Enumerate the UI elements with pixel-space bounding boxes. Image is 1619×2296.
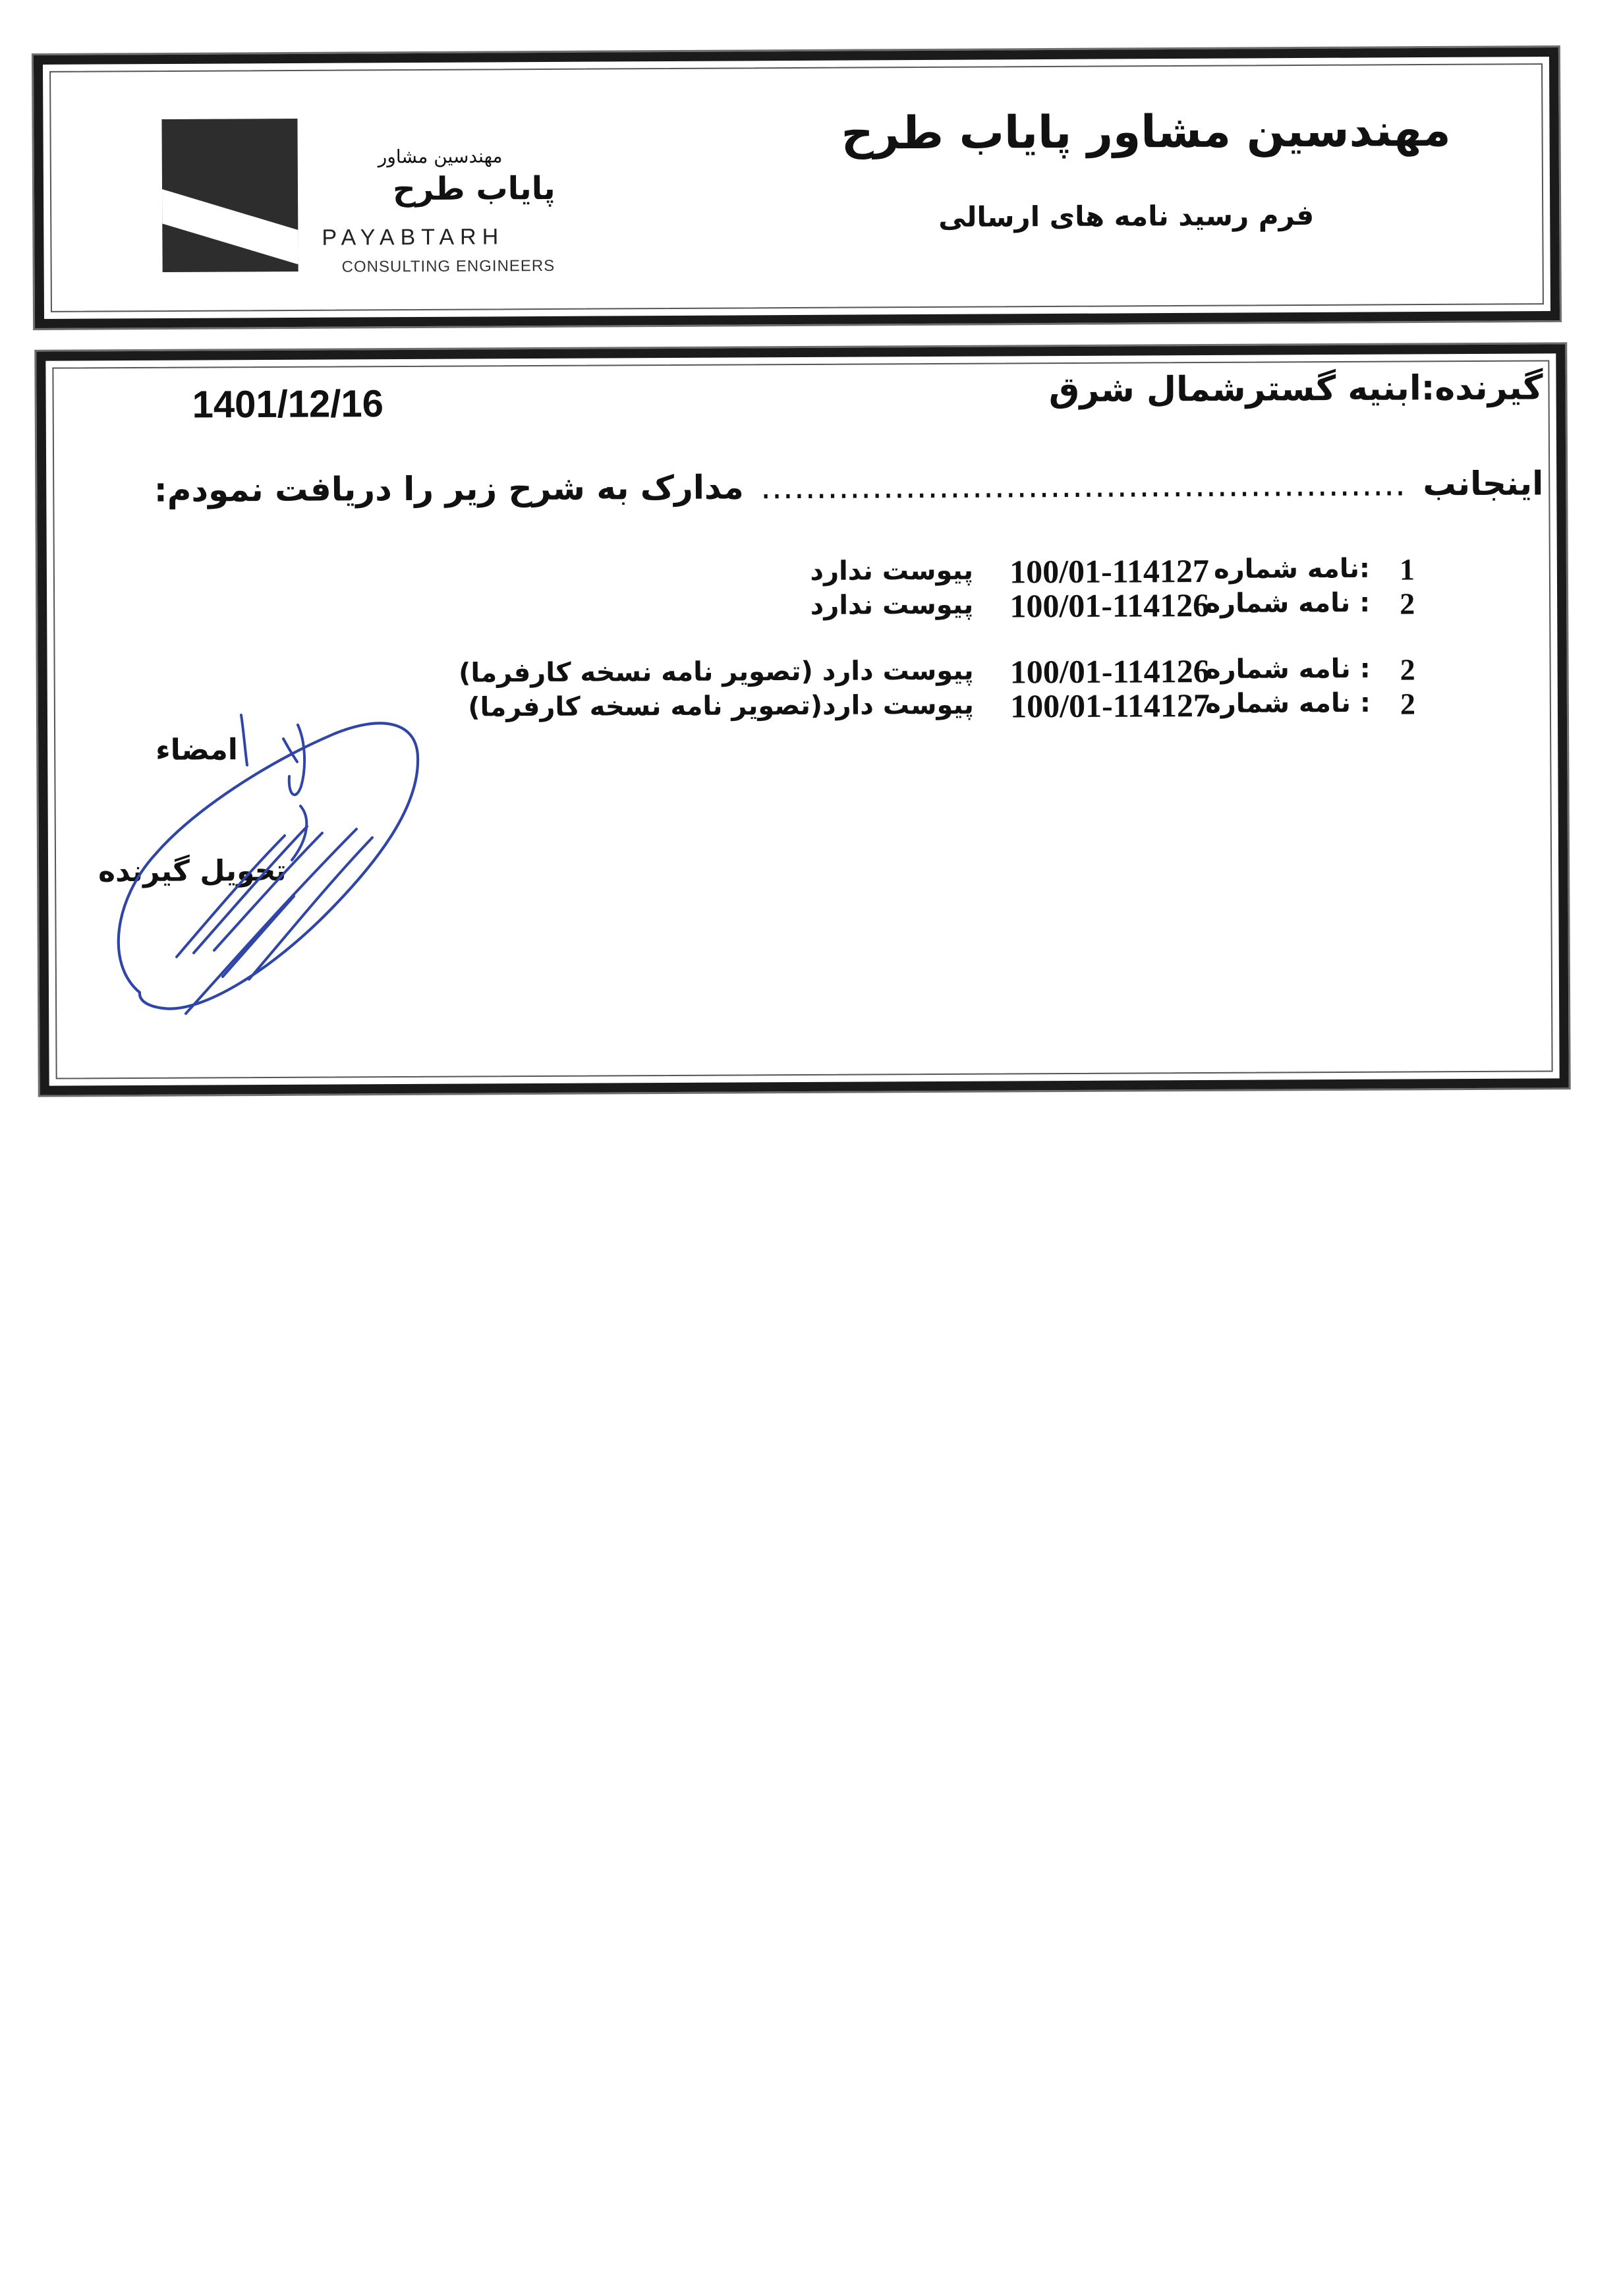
receiver-label: تحویل گیرنده <box>98 853 287 889</box>
letter-label: : نامه شماره <box>1205 587 1371 619</box>
ack-suffix: مدارک به شرح زیر را دریافت نمودم: <box>154 468 744 509</box>
signature-lines-5 <box>249 838 372 979</box>
logo-english-name: PAYABTARH <box>322 224 505 250</box>
letter-attachment: پیوست ندارد <box>810 555 974 587</box>
letter-row <box>433 552 1415 590</box>
signature-loop <box>119 723 418 1008</box>
ack-prefix: اینجانب <box>1423 464 1544 503</box>
letter-number: 100/01-114127 <box>1009 552 1210 590</box>
handwritten-signature <box>79 699 488 1041</box>
recipient-line: گیرنده:ابنیه گسترشمال شرق <box>1048 368 1543 411</box>
signature-lines-1 <box>177 836 285 957</box>
logo-slash <box>161 187 298 266</box>
receipt-date: 1401/12/16 <box>192 382 384 426</box>
letter-number: 100/01-114127 <box>1009 686 1210 725</box>
letter-attachment: پیوست ندارد <box>810 589 974 621</box>
letter-index: 2 <box>1400 652 1415 687</box>
header-box <box>34 47 1560 328</box>
letter-label: : نامه شماره <box>1205 687 1371 720</box>
signature-stroke-left <box>241 715 247 765</box>
letter-number: 100/01-114126 <box>1009 652 1210 691</box>
ack-dots: .......................................................... <box>760 465 1407 507</box>
letter-index: 2 <box>1400 687 1416 721</box>
company-title: مهندسین مشاور پایاب طرح <box>841 104 1451 160</box>
logo-english-subtitle: CONSULTING ENGINEERS <box>341 256 555 276</box>
signature-label: امضاء <box>156 733 239 767</box>
letter-index: 2 <box>1400 587 1415 621</box>
letter-index: 1 <box>1399 552 1415 587</box>
letter-label: :نامه شماره <box>1213 553 1371 585</box>
letter-list <box>433 552 1415 725</box>
letter-attachment: پیوست دارد (تصویر نامه نسخه کارفرما) <box>458 655 974 689</box>
logo-mark <box>161 119 298 272</box>
letter-label: : نامه شماره <box>1205 653 1371 685</box>
form-title: فرم رسید نامه های ارسالی <box>938 198 1315 233</box>
signature-lines-2 <box>194 826 307 953</box>
logo-persian-small: مهندسین مشاور <box>378 145 503 168</box>
letter-number: 100/01-114126 <box>1009 586 1210 625</box>
logo-persian-name: پایاب طرح <box>392 169 555 208</box>
letter-row <box>434 652 1415 691</box>
letter-attachment: پیوست دارد(تصویر نامه نسخه کارفرما) <box>468 689 975 723</box>
acknowledgement-line <box>154 465 1544 509</box>
letter-row <box>434 686 1415 725</box>
letter-row <box>433 586 1415 625</box>
